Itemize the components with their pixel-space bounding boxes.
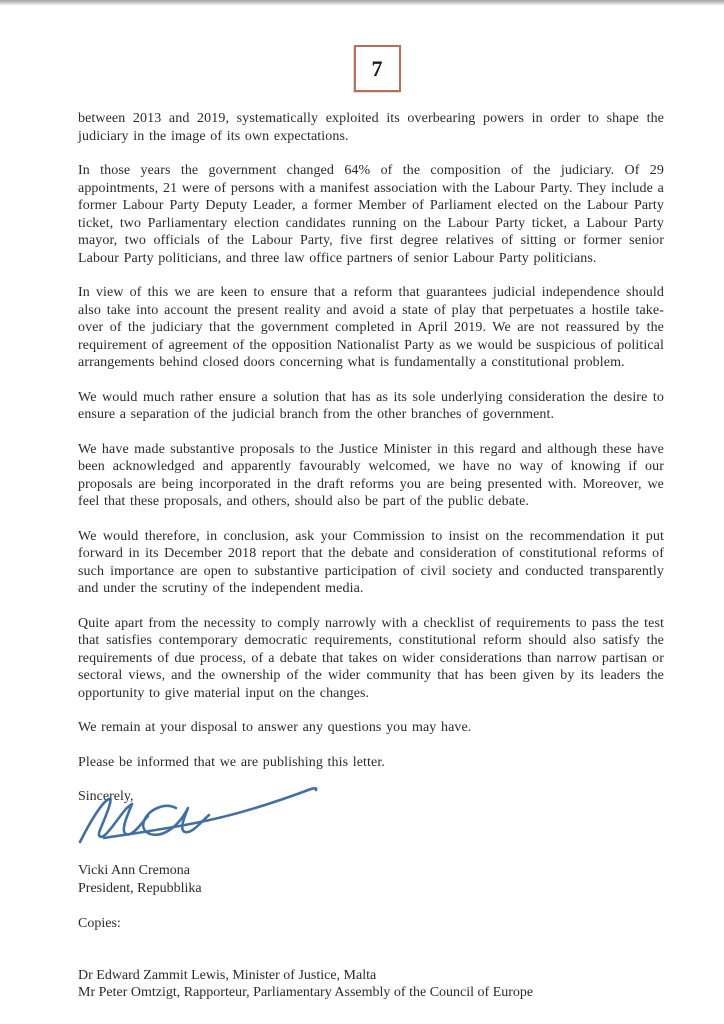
signer-title: President, Repubblika [78,880,202,896]
letter-paragraph: We remain at your disposal to answer any questions you may have. [78,720,472,735]
letter-paragraph: Quite apart from the necessity to comply narrowly with a checklist of requirements to pass the test that satisfies contemporary democratic requirements, constitutional reform should also satisfy the requirements of due process, of a debate that takes on wider considerations than narrow partisan or sectoral views, and the ownership of the wider community that has been given by its leaders the opportunity to give material input on the changes. [78,615,664,701]
letter-paragraph: Please be informed that we are publishing this letter. [78,754,385,770]
page-number-box [354,45,401,92]
letter-paragraph: between 2013 and 2019, systematically exploited its overbearing powers in order to shape the judiciary in the image of its own expectations. [78,111,664,144]
letter-paragraph: We would much rather ensure a solution that has as its sole underlying consideration the desire to ensure a separation of the judicial branch from the other branches of government. [78,389,664,422]
letter-paragraph: In view of this we are keen to ensure that a reform that guarantees judicial independence should also take into account the present reality and avoid a state of play that perpetuates a hostile take-over of the judiciary that the government completed in April 2019. We are not reassured by the requirement of agreement of the opposition Nationalist Party as we would be suspicious of political arrangements behind closed doors concerning what is fundamentally a constitutional problem. [78,285,664,370]
signature-block [78,788,664,860]
page-number: 7 [371,55,383,81]
signer-name: Vicki Ann Cremona [78,863,190,878]
letter-paragraph: We would therefore, in conclusion, ask your Commission to insist on the recommendation it put forward in its December 2018 report that the debate and consideration of constitutional reforms of such importance are open to substantive participation of civil society and conducted transparently and under the scrutiny of the independent media. [78,528,664,596]
copy-recipient: Dr Edward Zammit Lewis, Minister of Justice, Malta [78,967,377,983]
letter-paragraph: In those years the government changed 64% of the composition of the judiciary. Of 29 appointments, 21 were of persons with a manifest association with the Labour Party. They include a former Labour Party Deputy Leader, a former Member of Parliament elected on the Labour Party ticket, two Parliamentary election candidates running on the Labour Party ticket, a Labour Party mayor, two officials of the Labour Party, five first degree relatives of sitting or former senior Labour Party politicians, and three law office partners of senior Labour Party politicians. [78,163,664,266]
copies-label: Copies: [78,916,121,931]
letter-paragraph: We have made substantive proposals to the Justice Minister in this regard and although these have been acknowledged and apparently favourably welcomed, we have no way of knowing if our proposals are being incorporated in the draft reforms you are being presented with. Moreover, we feel that these proposals, and others, should also be part of the public debate. [78,441,664,509]
handwritten-signature-icon [64,786,329,848]
closing-salutation: Sincerely, [78,789,134,804]
copy-recipient: Mr Peter Omtzigt, Rapporteur, Parliamentary Assembly of the Council of Europe [78,985,534,1000]
letter-body [78,110,664,771]
